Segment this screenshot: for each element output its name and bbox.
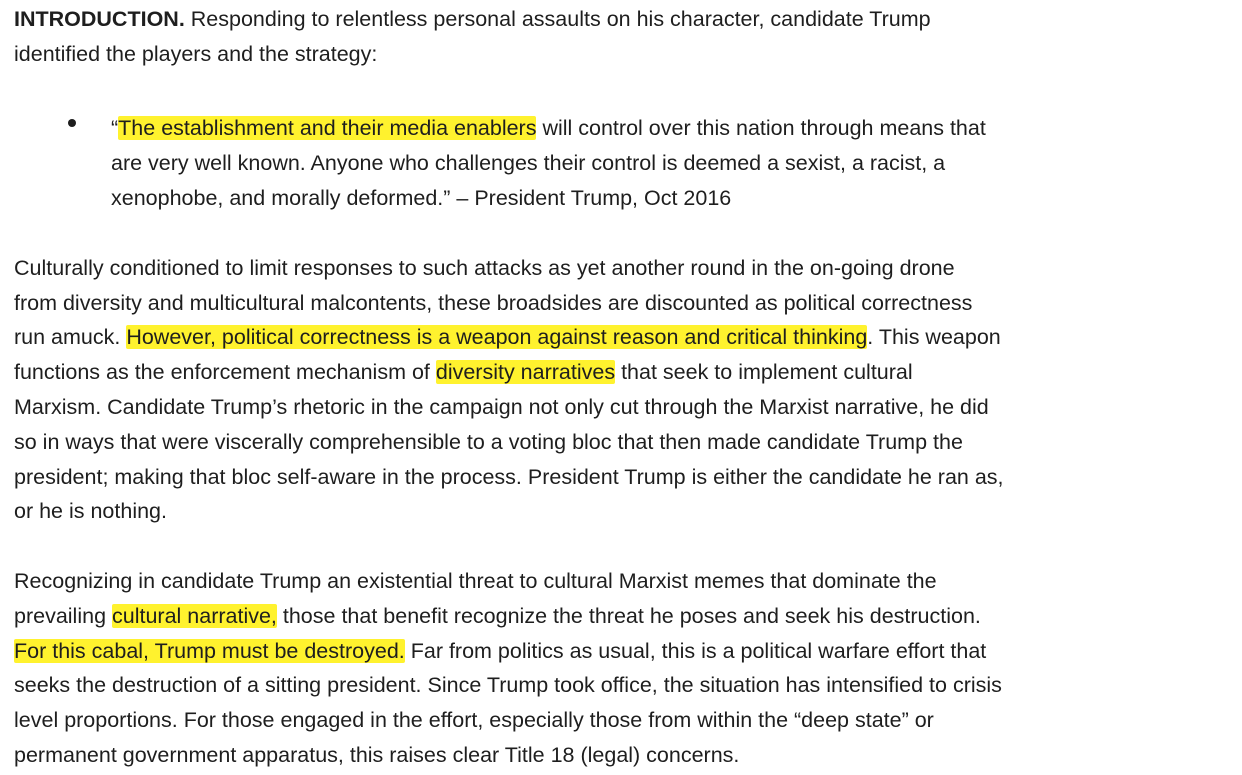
quote-line-1 <box>111 111 986 146</box>
para1-text: run amuck. <box>14 325 127 349</box>
para1-line-6: so in ways that were viscerally comprehensible to a voting bloc that then made candidate Trump the <box>14 430 963 454</box>
para2-line-2 <box>14 599 981 634</box>
intro-text: Responding to relentless personal assaults on his character, candidate Trump <box>190 7 931 31</box>
para1-line-2: from diversity and multicultural malcontents, these broadsides are discounted as political correctness <box>14 291 973 315</box>
para2-text: Far from politics as usual, this is a political warfare effort that <box>404 639 987 663</box>
para1-line-7: president; making that bloc self-aware in the process. President Trump is either the candidate he ran as, <box>14 465 1004 489</box>
para1-highlight-2: diversity narratives <box>435 360 616 384</box>
para2-line-3 <box>14 634 986 669</box>
para2-text: prevailing <box>14 604 112 628</box>
para2-line-6: permanent government apparatus, this raises clear Title 18 (legal) concerns. <box>14 743 740 767</box>
para1-text: functions as the enforcement mechanism of <box>14 360 436 384</box>
para2-highlight-2: For this cabal, Trump must be destroyed. <box>14 639 405 663</box>
para1-text: . This weapon <box>867 325 1001 349</box>
para1-line-5: Marxism. Candidate Trump’s rhetoric in the campaign not only cut through the Marxist narrative, he did <box>14 395 989 419</box>
intro-line-2: identified the players and the strategy: <box>14 42 378 66</box>
bullet-dot-icon <box>68 119 76 127</box>
intro-line-1 <box>14 2 931 37</box>
para1-line-8: or he is nothing. <box>14 499 167 523</box>
quote-text: will control over this nation through means that <box>536 116 986 140</box>
para2-line-1: Recognizing in candidate Trump an existential threat to cultural Marxist memes that dominate the <box>14 569 937 593</box>
para2-line-4: seeks the destruction of a sitting president. Since Trump took office, the situation has intensified to crisis <box>14 673 1002 697</box>
para2-text: those that benefit recognize the threat he poses and seek his destruction. <box>276 604 981 628</box>
para1-highlight-1: However, political correctness is a weapon against reason and critical thinking <box>126 325 868 349</box>
quote-line-2: are very well known. Anyone who challenges their control is deemed a sexist, a racist, a <box>111 151 946 175</box>
quote-line-3: xenophobe, and morally deformed.” – President Trump, Oct 2016 <box>111 186 732 210</box>
para2-line-5: level proportions. For those engaged in the effort, especially those from within the “deep state” or <box>14 708 934 732</box>
quote-highlight: The establishment and their media enablers <box>118 116 537 140</box>
para1-line-4 <box>14 355 913 390</box>
para1-text: that seek to implement cultural <box>615 360 913 384</box>
quote-open-mark: “ <box>111 116 119 140</box>
para1-line-3 <box>14 320 1001 355</box>
document-page <box>14 0 1234 775</box>
para1-line-1: Culturally conditioned to limit responses to such attacks as yet another round in the on-going drone <box>14 256 955 280</box>
intro-heading: INTRODUCTION. <box>14 7 185 31</box>
para2-highlight-1: cultural narrative, <box>112 604 277 628</box>
